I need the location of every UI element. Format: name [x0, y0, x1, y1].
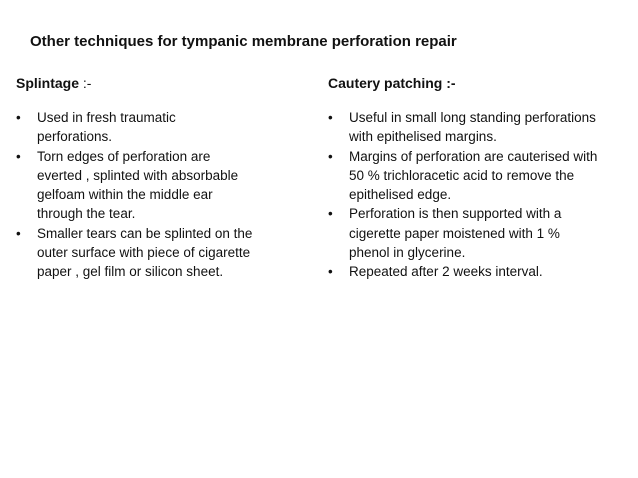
- splintage-bullet-3: [16, 224, 296, 282]
- bullet-line: cigerette paper moistened with 1 %: [349, 225, 560, 241]
- cautery-bullet-1: [328, 108, 628, 147]
- bullet-line: 50 % trichloracetic acid to remove the: [349, 167, 575, 183]
- cautery-heading-label: Cautery patching :-: [328, 75, 456, 91]
- bullet-marker: •: [16, 110, 21, 125]
- bullet-marker: •: [328, 110, 333, 125]
- splintage-bullet-2: [16, 147, 296, 224]
- slide-title: Other techniques for tympanic membrane perforation repair: [30, 33, 457, 50]
- bullet-marker: •: [328, 148, 333, 164]
- splintage-heading-label: Splintage: [16, 75, 80, 91]
- bullet-line: everted , splinted with absorbable: [37, 167, 239, 183]
- cautery-bullet-4: [328, 262, 628, 281]
- cautery-bullet-2: [328, 147, 628, 205]
- bullet-line: Torn edges of perforation are: [37, 148, 211, 164]
- splintage-column: [16, 73, 296, 282]
- bullet-line: Perforation is then supported with a: [349, 206, 562, 222]
- splintage-heading: [16, 73, 296, 93]
- bullet-line: perforations.: [37, 129, 113, 145]
- cautery-bullet-3: [328, 204, 628, 262]
- bullet-line: with epithelised margins.: [349, 129, 497, 145]
- cautery-bullet-list: [328, 108, 628, 282]
- bullet-line: phenol in glycerine.: [349, 245, 466, 261]
- splintage-bullet-1: [16, 108, 296, 147]
- splintage-bullet-list: [16, 108, 296, 282]
- bullet-marker: •: [328, 206, 333, 222]
- cautery-patching-column: [328, 73, 628, 282]
- bullet-line: Margins of perforation are cauterised with: [349, 148, 598, 164]
- bullet-marker: •: [16, 225, 21, 241]
- bullet-line: gelfoam within the middle ear: [37, 187, 213, 203]
- bullet-line: Smaller tears can be splinted on the: [37, 225, 253, 241]
- bullet-line: Used in fresh traumatic: [37, 110, 176, 125]
- cautery-patching-heading: [328, 73, 628, 93]
- splintage-heading-suffix: :-: [79, 75, 92, 91]
- bullet-marker: •: [16, 148, 21, 164]
- bullet-line: Repeated after 2 weeks interval.: [349, 264, 543, 280]
- bullet-line: Useful in small long standing perforations: [349, 110, 596, 125]
- bullet-line: paper , gel film or silicon sheet.: [37, 264, 224, 280]
- bullet-line: outer surface with piece of cigarette: [37, 245, 251, 261]
- bullet-line: epithelised edge.: [349, 187, 452, 203]
- bullet-line: through the tear.: [37, 206, 136, 222]
- bullet-marker: •: [328, 264, 333, 280]
